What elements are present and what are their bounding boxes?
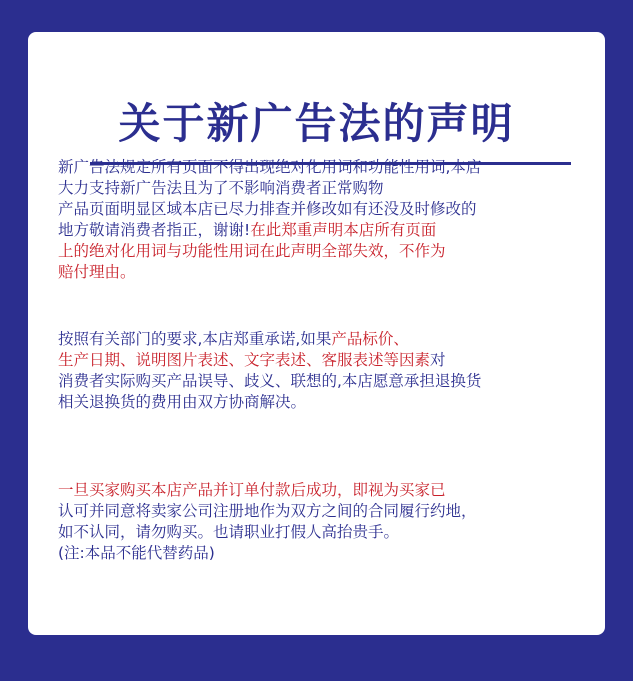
paragraph-text-red: 产品标价、 [331,330,409,348]
paragraph-text-red: 在此郑重声明本店所有页面 [250,221,437,239]
paragraph-text-red: 生产日期、说明图片表述、文字表述、客服表述等因素 [58,351,431,369]
paragraph-line: 大力支持新广告法且为了不影响消费者正常购物 [58,179,384,197]
paragraph-line: 消费者实际购买产品误导、歧义、联想的,本店愿意承担退换货 [58,372,482,390]
statement-card [28,32,605,635]
paragraph-line: 相关退换货的费用由双方协商解决。 [58,393,307,411]
paragraph-line [58,220,588,241]
paragraph-line [58,329,588,350]
paragraph-line: 赔付理由。 [58,263,136,281]
page-title: 关于新广告法的声明 [118,99,515,148]
paragraph-ad-law [58,157,588,283]
paragraph-line: 一旦买家购买本店产品并订单付款后成功，即视为买家已 [58,481,446,499]
paragraph-line: 如不认同，请勿购买。也请职业打假人高抬贵手。 [58,523,400,541]
paragraph-line: 认可并同意将卖家公司注册地作为双方之间的合同履行约地， [58,502,477,520]
paragraph-commitment [58,329,588,413]
paragraph-line: 产品页面明显区域本店已尽力排查并修改如有还没及时修改的 [58,200,477,218]
paragraph-text-blue: 按照有关部门的要求,本店郑重承诺,如果 [58,330,332,348]
paragraph-line: 新广告法规定所有页面不得出现绝对化用词和功能性用词,本店 [58,158,482,176]
paragraph-purchase-terms [58,480,588,564]
paragraph-line: (注:本品不能代替药品) [58,544,215,562]
paragraph-line: 上的绝对化用词与功能性用词在此声明全部失效，不作为 [58,242,446,260]
paragraph-line [58,350,588,371]
paragraph-text-blue: 对 [430,351,446,369]
paragraph-text-blue: 地方敬请消费者指正，谢谢! [58,221,251,239]
